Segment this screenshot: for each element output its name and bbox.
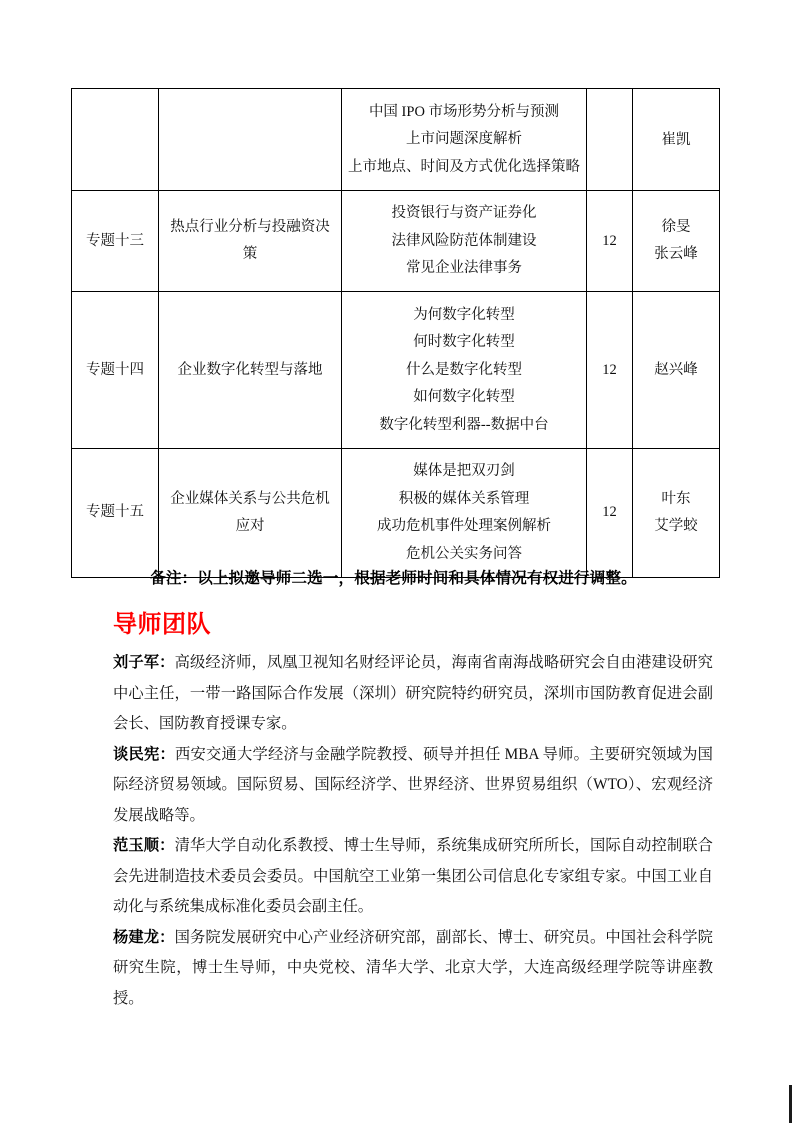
mentor-bio: 西安交通大学经济与金融学院教授、硕导并担任 MBA 导师。主要研究领域为国际经济贸易领域。国际贸易、国际经济学、世界经济、世界贸易组织（WTO）、宏观经济发展战略等。 — [113, 745, 713, 824]
table-row — [72, 190, 720, 292]
cell-title — [159, 89, 342, 191]
cell-teacher — [633, 292, 720, 449]
topic-label: 专题十三 — [86, 232, 144, 249]
teacher-name: 叶东 — [661, 490, 691, 507]
teacher-names — [633, 350, 719, 390]
teacher-name: 张云峰 — [654, 246, 698, 263]
mentor-name: 刘子军 — [113, 654, 160, 671]
content-line: 上市问题深度解析 — [406, 131, 522, 147]
mentor-bio: 国务院发展研究中心产业经济研究部，副部长、博士、研究员。中国社会科学院研究生院，博士生导师，中央党校、清华大学、北京大学，大连高级经理学院等讲座教授。 — [113, 928, 713, 1007]
topic-label: 专题十五 — [86, 504, 144, 521]
content-line: 为何数字化转型 — [413, 306, 515, 323]
teacher-name: 崔凯 — [661, 132, 691, 148]
mentor-list — [113, 648, 713, 1014]
title-line: 策 — [242, 246, 258, 263]
course-table-container — [71, 88, 716, 578]
table-row — [72, 89, 720, 191]
cell-title — [159, 292, 342, 449]
content-line: 如何数字化转型 — [413, 389, 515, 405]
mentor-entry — [113, 648, 713, 740]
content-line: 常见企业法律事务 — [406, 260, 522, 276]
content-lines — [342, 191, 586, 292]
cell-teacher — [633, 190, 720, 292]
content-line: 法律风险防范体制建设 — [391, 232, 537, 249]
cell-teacher — [633, 89, 720, 191]
cell-topic — [72, 190, 159, 292]
hours-value: 12 — [602, 504, 617, 521]
content-line: 积极的媒体关系管理 — [398, 490, 530, 507]
title-label — [159, 133, 341, 145]
mentor-separator: ： — [159, 745, 176, 763]
cell-title — [159, 448, 342, 577]
cell-content — [342, 89, 587, 191]
mentor-name: 范玉顺 — [113, 837, 160, 854]
content-line: 数字化转型利器--数据中台 — [379, 416, 549, 433]
content-line: 媒体是把双刃剑 — [413, 463, 515, 479]
topic-label — [72, 133, 158, 145]
mentor-separator: ： — [159, 837, 175, 854]
content-line: 中国 IPO 市场形势分析与预测 — [368, 103, 560, 120]
cell-teacher — [633, 448, 720, 577]
content-line: 什么是数字化转型 — [406, 361, 522, 378]
mentor-separator: ： — [159, 928, 175, 946]
mentor-entry — [113, 923, 713, 1015]
teacher-name: 徐旻 — [661, 218, 691, 235]
course-table-body — [72, 89, 720, 578]
content-line: 上市地点、时间及方式优化选择策略 — [348, 158, 580, 175]
content-line: 何时数字化转型 — [413, 334, 515, 350]
content-line: 危机公关实务问答 — [406, 545, 522, 562]
title-label — [159, 350, 341, 390]
content-lines — [342, 89, 586, 190]
cell-content — [342, 292, 587, 449]
mentor-entry — [113, 740, 713, 832]
teacher-name: 赵兴峰 — [654, 361, 698, 378]
teacher-name: 艾学蛟 — [654, 518, 698, 534]
course-table — [71, 88, 720, 578]
content-lines — [342, 292, 586, 448]
mentor-separator: ： — [159, 654, 175, 671]
cell-hours — [587, 89, 633, 191]
cell-hours — [587, 448, 633, 577]
cell-topic — [72, 292, 159, 449]
hours-value: 12 — [602, 232, 617, 249]
title-label — [159, 479, 341, 546]
page-edge-marker — [789, 1085, 792, 1123]
mentor-name: 谈民宪 — [113, 745, 160, 763]
table-row — [72, 448, 720, 577]
cell-topic — [72, 89, 159, 191]
teacher-names — [633, 479, 719, 546]
teacher-names — [633, 119, 719, 161]
mentor-bio: 清华大学自动化系教授、博士生导师，系统集成研究所所长，国际自动控制联合会先进制造技术委员会委员。中国航空工业第一集团公司信息化专家组专家。中国工业自动化与系统集成标准化委员会副主任。 — [113, 837, 713, 915]
cell-content — [342, 190, 587, 292]
topic-label: 专题十四 — [86, 361, 144, 378]
title-line: 应对 — [235, 518, 265, 534]
page-title: 导师团队 — [113, 611, 211, 638]
cell-title — [159, 190, 342, 292]
content-lines — [342, 449, 586, 577]
table-note: 备注：以上拟邀导师二选一，根据老师时间和具体情况有权进行调整。 — [150, 570, 637, 587]
cell-content — [342, 448, 587, 577]
hours-value: 12 — [602, 361, 617, 378]
cell-hours — [587, 190, 633, 292]
content-line: 成功危机事件处理案例解析 — [377, 518, 551, 534]
cell-hours — [587, 292, 633, 449]
mentor-entry — [113, 831, 713, 923]
title-label — [159, 207, 341, 274]
mentor-name: 杨建龙 — [113, 928, 160, 946]
teacher-names — [633, 207, 719, 274]
title-line: 热点行业分析与投融资决 — [170, 218, 330, 235]
cell-topic — [72, 448, 159, 577]
title-line: 企业媒体关系与公共危机 — [170, 490, 330, 507]
title-line: 企业数字化转型与落地 — [177, 361, 323, 378]
mentor-bio: 高级经济师，凤凰卫视知名财经评论员，海南省南海战略研究会自由港建设研究中心主任，一带一路国际合作发展（深圳）研究院特约研究员，深圳市国防教育促进会副会长、国防教育授课专家。 — [113, 654, 713, 732]
content-line: 投资银行与资产证券化 — [391, 205, 537, 221]
table-row — [72, 292, 720, 449]
